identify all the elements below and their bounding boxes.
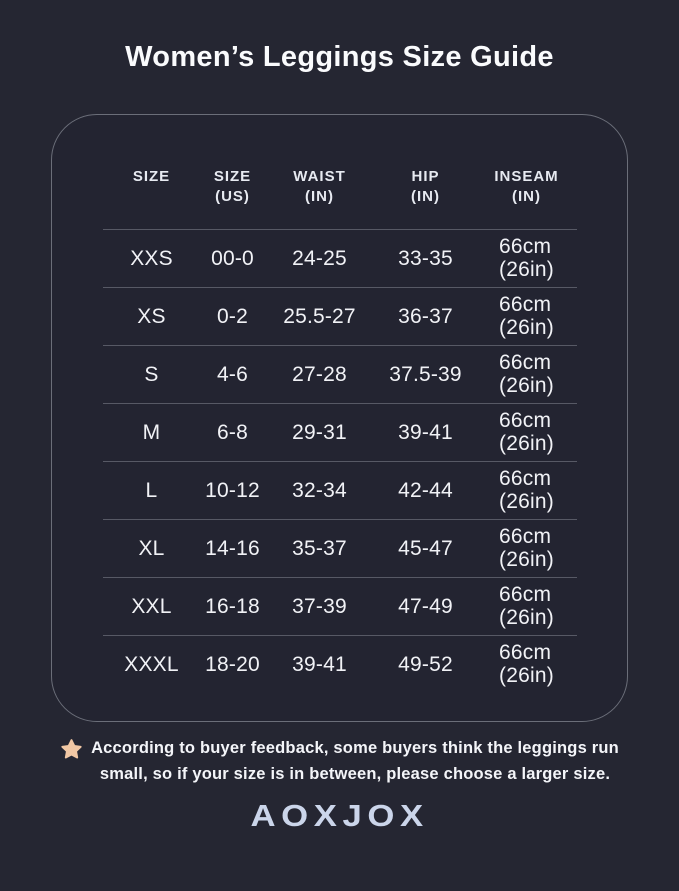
cell-size: XXL [131, 594, 172, 618]
cell-size-us: 6-8 [217, 420, 248, 444]
cell-inseam: 66cm (26in) [499, 583, 554, 629]
star-icon [60, 738, 83, 761]
cell-size: S [144, 362, 159, 386]
cell-waist: 39-41 [292, 652, 347, 676]
cell-size: L [145, 478, 158, 502]
brand-logo: AOXJOX [250, 798, 429, 833]
cell-hip: 36-37 [398, 304, 453, 328]
cell-size: XL [138, 536, 165, 560]
cell-waist: 27-28 [292, 362, 347, 386]
cell-waist: 37-39 [292, 594, 347, 618]
header-col-waist: WAIST (IN) [293, 168, 346, 205]
cell-hip: 47-49 [398, 594, 453, 618]
table-row-xxxl [103, 635, 577, 693]
footnote-line-1: According to buyer feedback, some buyers think the leggings run [91, 739, 619, 757]
header-col-inseam: INSEAM (IN) [494, 168, 559, 205]
size-guide-page [0, 42, 679, 834]
cell-size-us: 18-20 [205, 652, 260, 676]
table-row-xl [103, 519, 577, 577]
cell-inseam: 66cm (26in) [499, 641, 554, 687]
table-row-m [103, 403, 577, 461]
cell-hip: 37.5-39 [389, 362, 462, 386]
table-row-xs [103, 287, 577, 345]
header-col-size-us: SIZE (US) [213, 168, 252, 205]
cell-waist: 24-25 [292, 246, 347, 270]
cell-size-us: 00-0 [211, 246, 254, 270]
cell-size-us: 14-16 [205, 536, 260, 560]
cell-inseam: 66cm (26in) [499, 351, 554, 397]
cell-waist: 32-34 [292, 478, 347, 502]
cell-inseam: 66cm (26in) [499, 409, 554, 455]
cell-waist: 29-31 [292, 420, 347, 444]
table-row-xxl [103, 577, 577, 635]
table-header [103, 115, 577, 229]
table-row-l [103, 461, 577, 519]
cell-size: M [142, 420, 161, 444]
cell-size: XXS [130, 246, 173, 270]
cell-inseam: 66cm (26in) [499, 293, 554, 339]
table-row-xxs [103, 229, 577, 287]
footnote-text [91, 735, 619, 787]
footnote [0, 735, 679, 787]
header-col-hip: HIP (IN) [411, 168, 440, 205]
cell-waist: 35-37 [292, 536, 347, 560]
cell-hip: 42-44 [398, 478, 453, 502]
cell-hip: 39-41 [398, 420, 453, 444]
size-table-card [51, 114, 628, 722]
cell-size: XS [137, 304, 166, 328]
cell-size-us: 4-6 [217, 362, 248, 386]
cell-waist: 25.5-27 [283, 304, 356, 328]
cell-hip: 33-35 [398, 246, 453, 270]
cell-size-us: 16-18 [205, 594, 260, 618]
page-title: Women’s Leggings Size Guide [125, 41, 554, 73]
table-row-s [103, 345, 577, 403]
cell-size: XXXL [124, 652, 179, 676]
cell-inseam: 66cm (26in) [499, 525, 554, 571]
cell-size-us: 10-12 [205, 478, 260, 502]
cell-hip: 49-52 [398, 652, 453, 676]
cell-inseam: 66cm (26in) [499, 235, 554, 281]
brand-logo-row [0, 798, 679, 834]
header-col-size: SIZE [132, 168, 171, 185]
cell-hip: 45-47 [398, 536, 453, 560]
cell-size-us: 0-2 [217, 304, 248, 328]
footnote-line-2: small, so if your size is in between, please choose a larger size. [99, 765, 611, 783]
cell-inseam: 66cm (26in) [499, 467, 554, 513]
